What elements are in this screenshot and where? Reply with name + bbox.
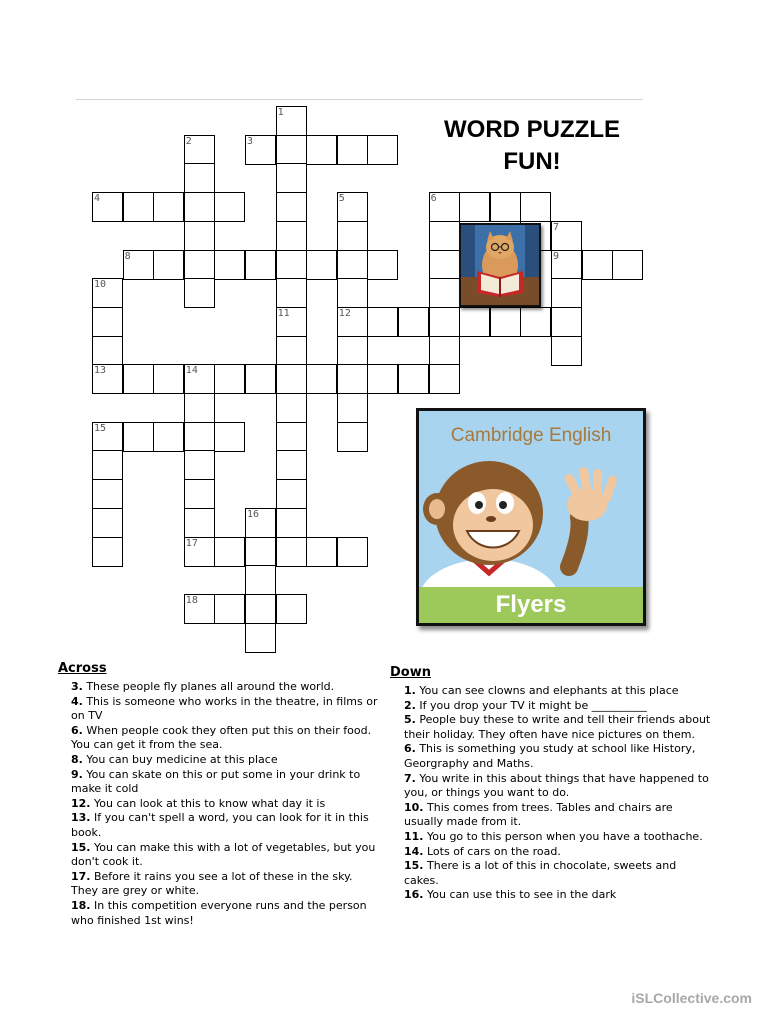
clue-item-number: 4. (71, 694, 83, 708)
clue-item-text: Lots of cars on the road. (423, 844, 561, 858)
clue-item-text: This is someone who works in the theatre, in films or on TV (71, 694, 378, 723)
clue-item (71, 841, 380, 870)
clue-item-number: 11. (404, 829, 424, 843)
clue-number: 8 (124, 250, 131, 262)
down-clues (390, 665, 712, 903)
clue-item-text: This comes from trees. Tables and chairs are usually made from it. (404, 800, 673, 829)
clue-item (404, 699, 712, 714)
clue-item-number: 18. (71, 898, 91, 912)
clue-item (404, 713, 712, 742)
crossword-cell[interactable] (276, 537, 307, 567)
crossword-cell[interactable] (214, 364, 245, 394)
crossword-cell[interactable] (337, 336, 368, 366)
flyers-brand-text: Cambridge English (450, 425, 612, 446)
clue-item (71, 797, 380, 812)
clue-item (404, 888, 712, 903)
clue-item-number: 12. (71, 796, 91, 810)
down-heading: Down (390, 665, 431, 680)
crossword-cell[interactable] (306, 135, 337, 165)
crossword-cell[interactable] (429, 307, 460, 337)
clue-number: 5 (338, 193, 345, 205)
crossword-cell[interactable] (92, 479, 123, 509)
clue-item-number: 15. (71, 840, 91, 854)
clue-item-text: There is a lot of this in chocolate, sweets and cakes. (404, 859, 677, 887)
watermark: iSLCollective.com (631, 990, 752, 1006)
crossword-cell[interactable] (367, 250, 398, 280)
clue-number: 12 (338, 307, 351, 319)
clue-item-number: 13. (71, 811, 91, 825)
clue-number: 10 (94, 279, 107, 291)
flyers-level-text: Flyers (495, 591, 567, 618)
crossword-cell[interactable] (582, 250, 613, 280)
crossword-cell[interactable] (337, 364, 368, 394)
crossword-cell[interactable] (184, 192, 215, 222)
crossword-cell[interactable] (490, 307, 521, 337)
crossword-cell[interactable] (276, 250, 307, 280)
clue-number: 6 (430, 193, 437, 205)
crossword-cell[interactable] (398, 364, 429, 394)
crossword-cell[interactable] (520, 192, 551, 222)
crossword-cell[interactable] (214, 192, 245, 222)
across-heading: Across (58, 661, 107, 676)
crossword-cell[interactable] (184, 163, 215, 193)
clue-item-number: 1. (404, 684, 416, 697)
crossword-cell[interactable] (551, 336, 582, 366)
clue-item-text: In this competition everyone runs and the person who finished 1st wins! (71, 898, 367, 927)
crossword-cell[interactable] (153, 250, 184, 280)
crossword-cell[interactable] (123, 422, 154, 452)
clue-item (71, 811, 380, 840)
clue-item-text: This is something you study at school like History, Georgraphy and Maths. (404, 742, 696, 770)
crossword-cell[interactable] (276, 393, 307, 423)
clue-item-text: When people cook they often put this on their food. You can get it from the sea. (71, 723, 372, 752)
puzzle-title (418, 114, 646, 178)
crossword-cell[interactable] (337, 250, 368, 280)
clue-item (71, 768, 380, 797)
clue-item (404, 684, 712, 699)
crossword-cell[interactable] (337, 422, 368, 452)
crossword-cell[interactable] (245, 565, 276, 595)
clue-number: 18 (185, 594, 198, 606)
cambridge-flyers-image (416, 408, 646, 626)
clue-item (71, 870, 380, 899)
cat-reading-image (459, 223, 541, 307)
crossword-cell[interactable] (245, 250, 276, 280)
clue-item-text: You can skate on this or put some in your drink to make it cold (71, 767, 361, 796)
crossword-cell[interactable] (276, 278, 307, 308)
clue-item-number: 3. (71, 680, 83, 693)
clue-item-number: 14. (404, 844, 424, 858)
crossword-cell[interactable] (184, 422, 215, 452)
clue-item-number: 16. (404, 888, 424, 902)
crossword-cell[interactable] (429, 364, 460, 394)
clue-number: 2 (185, 135, 192, 147)
crossword-cell[interactable] (459, 192, 490, 222)
crossword-cell[interactable] (214, 250, 245, 280)
clue-item-text: If you drop your TV it might be __________ (415, 698, 647, 712)
clue-item-text: You write in this about things that have happened to you, or things you want to do. (404, 771, 709, 800)
clue-item (404, 742, 712, 771)
crossword-cell[interactable] (276, 479, 307, 509)
crossword-cell[interactable] (214, 594, 245, 624)
clue-number: 16 (247, 508, 260, 520)
monkey-waving-icon (419, 447, 643, 593)
clue-item-text: You can look at this to know what day it is (90, 796, 326, 810)
clue-item-number: 9. (71, 767, 83, 781)
crossword-cell[interactable] (459, 307, 490, 337)
clue-item (71, 753, 380, 768)
clue-item (404, 801, 712, 830)
crossword-cell[interactable] (184, 250, 215, 280)
clue-item (71, 899, 380, 928)
crossword-cell[interactable] (398, 307, 429, 337)
crossword-cell[interactable] (429, 250, 460, 280)
crossword-cell[interactable] (92, 508, 123, 538)
crossword-cell[interactable] (337, 278, 368, 308)
crossword-cell[interactable] (184, 450, 215, 480)
crossword-cell[interactable] (153, 192, 184, 222)
crossword-cell[interactable] (184, 393, 215, 423)
crossword-cell[interactable] (245, 537, 276, 567)
crossword-cell[interactable] (520, 307, 551, 337)
crossword-cell[interactable] (92, 307, 123, 337)
clue-item-text: If you can't spell a word, you can look for it in this book. (71, 811, 369, 839)
clue-item-number: 6. (71, 723, 83, 737)
across-clue-list (58, 680, 380, 928)
crossword-cell[interactable] (276, 336, 307, 366)
crossword-cell[interactable] (306, 364, 337, 394)
crossword-cell[interactable] (123, 192, 154, 222)
crossword-cell[interactable] (92, 537, 123, 567)
crossword-cell[interactable] (276, 422, 307, 452)
crossword-cell[interactable] (429, 278, 460, 308)
clue-item-number: 6. (404, 742, 416, 756)
clue-item (404, 845, 712, 860)
crossword-cell[interactable] (276, 508, 307, 538)
clue-number: 4 (94, 193, 101, 205)
crossword-cell[interactable] (337, 135, 368, 165)
crossword-cell[interactable] (276, 135, 307, 165)
clue-number: 17 (185, 537, 198, 549)
clue-item-number: 8. (71, 752, 83, 766)
clue-item-number: 10. (404, 800, 424, 814)
clue-number: 15 (94, 422, 107, 434)
clue-number: 13 (94, 365, 107, 377)
down-clue-list (390, 684, 712, 903)
crossword-cell[interactable] (429, 221, 460, 251)
across-clues (58, 661, 380, 928)
crossword-cell[interactable] (184, 508, 215, 538)
crossword-cell[interactable] (337, 393, 368, 423)
clue-item (404, 830, 712, 845)
crossword-cell[interactable] (184, 221, 215, 251)
crossword-cell[interactable] (245, 623, 276, 653)
crossword-cell[interactable] (92, 450, 123, 480)
clue-item-number: 2. (404, 698, 416, 712)
clue-item (71, 680, 380, 695)
crossword-cell[interactable] (214, 537, 245, 567)
crossword-cell[interactable] (306, 250, 337, 280)
crossword-cell[interactable] (306, 537, 337, 567)
clue-item-text: These people fly planes all around the world. (82, 680, 335, 693)
title-line-1: WORD PUZZLE (444, 116, 620, 143)
clue-item-number: 5. (404, 713, 416, 727)
clue-number: 1 (277, 107, 284, 118)
clue-item-text: You can buy medicine at this place (82, 752, 278, 766)
crossword-cell[interactable] (551, 307, 582, 337)
crossword-cell[interactable] (490, 192, 521, 222)
clue-item-number: 7. (404, 771, 416, 785)
clue-item-text: People buy these to write and tell their friends about their holiday. They often have nice pictures on them. (404, 713, 711, 741)
clue-number: 3 (247, 135, 254, 147)
cat-reading-book-icon (461, 225, 539, 305)
crossword-cell[interactable] (551, 278, 582, 308)
crossword-cell[interactable] (123, 364, 154, 394)
crossword-cell[interactable] (92, 336, 123, 366)
crossword-cell[interactable] (276, 221, 307, 251)
crossword-cell[interactable] (276, 192, 307, 222)
clue-item-text: You can see clowns and elephants at this place (415, 684, 679, 697)
crossword-cell[interactable] (153, 422, 184, 452)
clue-item-number: 17. (71, 869, 91, 883)
crossword-cell[interactable] (276, 594, 307, 624)
crossword-cell[interactable] (367, 307, 398, 337)
clue-item-text: You go to this person when you have a toothache. (423, 829, 703, 843)
clue-item (404, 859, 712, 888)
crossword-cell[interactable] (153, 364, 184, 394)
crossword-cell[interactable] (184, 278, 215, 308)
clue-item (71, 724, 380, 753)
crossword-cell[interactable] (337, 221, 368, 251)
crossword-cell[interactable] (367, 135, 398, 165)
clue-item-text: Before it rains you see a lot of these in the sky. They are grey or white. (71, 869, 353, 898)
title-line-2: FUN! (503, 148, 561, 175)
clue-number: 9 (553, 250, 560, 262)
crossword-cell[interactable] (276, 364, 307, 394)
clue-item-text: You can make this with a lot of vegetables, but you don't cook it. (71, 840, 376, 869)
clue-number: 11 (277, 307, 290, 319)
clue-number: 7 (553, 221, 560, 233)
crossword-cell[interactable] (276, 450, 307, 480)
crossword-cell[interactable] (367, 364, 398, 394)
crossword-cell[interactable] (214, 422, 245, 452)
crossword-cell[interactable] (337, 537, 368, 567)
crossword-cell[interactable] (245, 364, 276, 394)
crossword-cell[interactable] (612, 250, 643, 280)
clue-item (71, 695, 380, 724)
crossword-cell[interactable] (429, 336, 460, 366)
crossword-cell[interactable] (245, 594, 276, 624)
clue-item-text: You can use this to see in the dark (423, 888, 617, 902)
clue-number: 14 (185, 365, 198, 377)
crossword-cell[interactable] (184, 479, 215, 509)
clue-item-number: 15. (404, 859, 424, 873)
crossword-cell[interactable] (276, 163, 307, 193)
clue-item (404, 772, 712, 801)
